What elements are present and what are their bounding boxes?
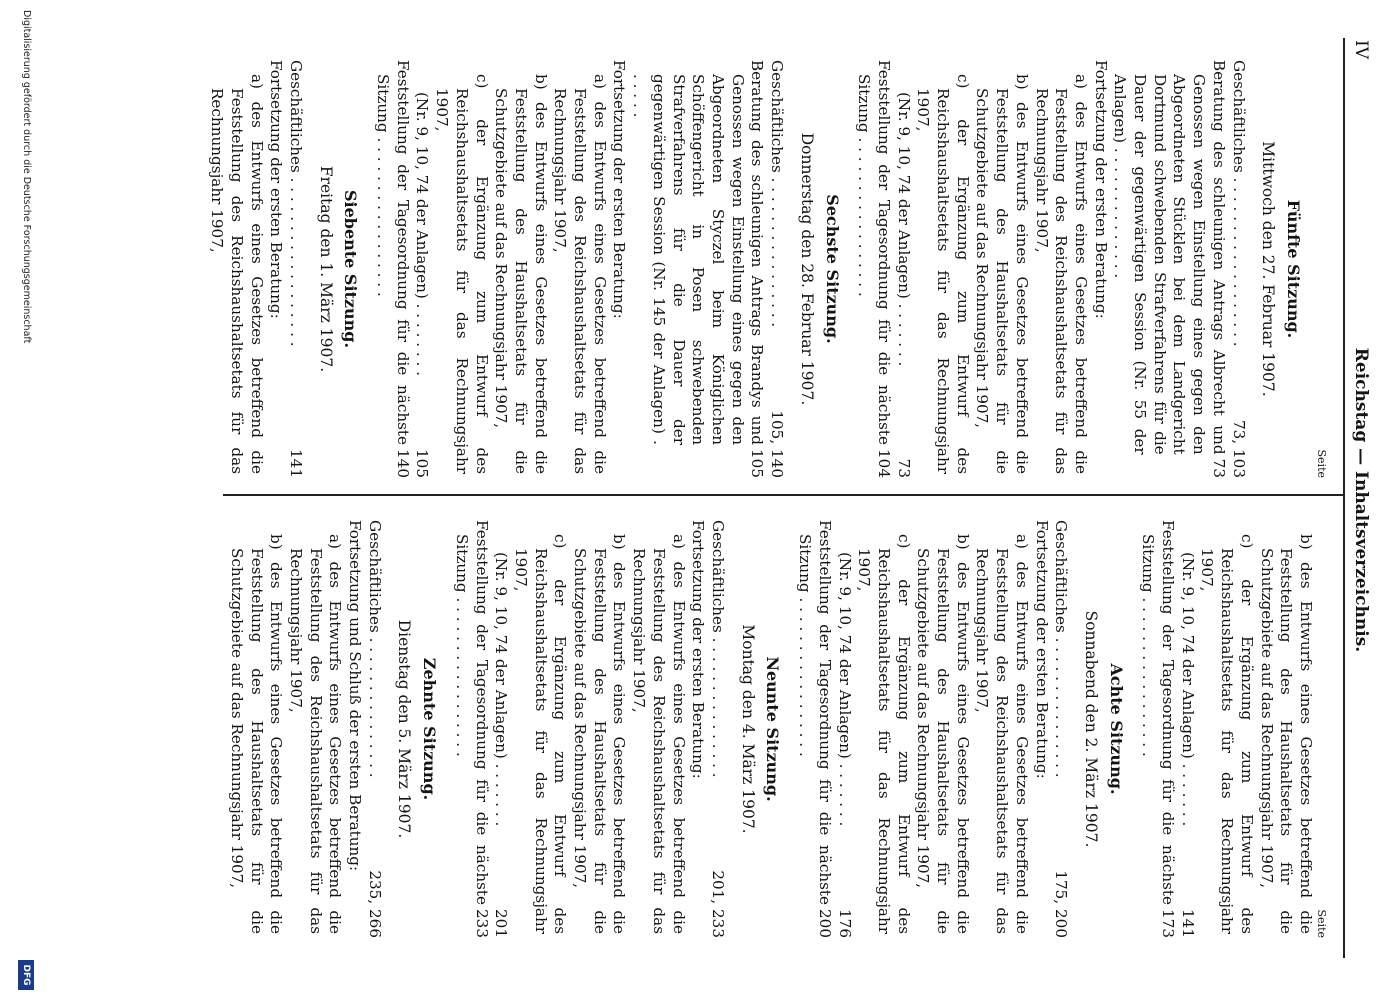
session-title: Achte Sitzung. — [1106, 663, 1126, 795]
toc-entry — [1228, 60, 1248, 478]
toc-page-ref — [510, 934, 569, 938]
session-date: Donnerstag den 28. Februar 1907. — [797, 132, 816, 406]
column-divider — [223, 494, 1343, 496]
toc-page-ref — [431, 474, 490, 478]
toc-entry-text: a) des Entwurfs eines Gesetzes betreffend die Feststellung des Reichshaushaltsetats für das Rechnungsjahr 1907, — [973, 534, 1031, 934]
toc-entry — [510, 520, 569, 938]
toc-page-ref: 141 — [286, 449, 305, 478]
toc-page-ref — [1031, 474, 1090, 478]
seite-label-right: Seite — [1315, 909, 1328, 938]
toc-entry — [913, 520, 972, 938]
toc-entry-text: a) des Entwurfs eines Gesetzes betreffend die Feststellung des Reichshaushaltsetats für das Rechnungsjahr 1907, — [286, 534, 345, 934]
toc-entry-text: Fortsetzung der ersten Beratung: — [267, 60, 286, 319]
session-date: Freitag den 1. März 1907. — [316, 165, 335, 373]
toc-entry — [972, 520, 1031, 938]
toc-entry — [491, 520, 511, 938]
toc-entry-text: a) des Entwurfs eines Gesetzes betreffend die Feststellung des Reichshaushaltsetats für das Rechnungsjahr 1907, — [1032, 74, 1090, 474]
toc-page-ref — [972, 934, 1031, 938]
funding-note: Digitalisierung gefördert durch die Deutsche Forschungsgemeinschaft — [21, 10, 32, 344]
toc-entry — [1051, 520, 1071, 938]
toc-entry — [629, 520, 688, 938]
right-column — [226, 520, 1331, 938]
toc-entry-text: a) des Entwurfs eines Gesetzes betreffend die Feststellung des Reichshaushaltsetats für das Rechnungsjahr 1907, — [630, 534, 688, 934]
toc-entry — [226, 520, 285, 938]
toc-entry — [972, 60, 1031, 478]
toc-entry — [1031, 60, 1090, 478]
session-section — [372, 60, 841, 478]
toc-entry-text: Geschäftliches . . . . . . . . . . . . . . . — [365, 520, 384, 778]
session-date: Sonnabend den 2. März 1907. — [1081, 610, 1100, 848]
session-date: Dienstag den 5. März 1907. — [395, 619, 414, 839]
toc-entry — [285, 520, 344, 938]
toc-entry — [451, 520, 490, 938]
toc-page-ref — [913, 474, 972, 478]
toc-page-ref — [344, 934, 364, 938]
toc-entry-text: a) des Entwurfs eines Gesetzes betreffend die Feststellung des Reichshaushaltsetats für das Rechnungsjahr 1907, — [551, 74, 609, 474]
toc-entry — [206, 60, 265, 478]
toc-entry-text: Feststellung der Tagesordnung für die nächste Sitzung . . . . . . . . . . . . . . . . . — [855, 60, 893, 445]
toc-page-ref: 105 — [413, 449, 432, 478]
toc-entry — [1256, 520, 1315, 938]
toc-page-ref: 175, 200 — [1052, 870, 1071, 938]
right-sessions — [226, 520, 1126, 938]
right-intro-entries — [1138, 520, 1315, 938]
toc-entry — [893, 60, 913, 478]
toc-entry-text: Geschäftliches . . . . . . . . . . . . . . . . . . — [286, 60, 305, 347]
session-date: Mittwoch den 27. Februar 1907. — [1259, 141, 1278, 397]
toc-entry — [491, 60, 550, 478]
toc-page-ref — [972, 474, 1031, 478]
toc-entry-text: b) des Entwurfs eines Gesetzes betreffend die Feststellung des Haushaltsetats für die Schutzgebiete auf das Rechnungsjahr 1907, — [571, 534, 629, 934]
toc-entry — [1138, 520, 1177, 938]
toc-entry-text: c) der Ergänzung zum Entwurf des Reichshaushaltsetats für das Rechnungsjahr 1907, — [914, 74, 972, 474]
toc-entry-text: b) des Entwurfs eines Gesetzes betreffend die Feststellung des Haushaltsetats für die Schutzgebiete auf das Rechnungsjahr 1907, — [1257, 534, 1315, 934]
toc-page-ref — [1197, 934, 1256, 938]
session-title: Sechste Sitzung. — [822, 194, 842, 344]
toc-entry-text: Beratung des schleunigen Antrags Brandys und Genossen wegen Einstellung eines gegen den Abgeordneten Styczel beim Königlichen Schöffengericht in Posen schwebenden Strafverfahrens für die Dauer der gegenwärtigen Session (Nr. 145 der Anlagen) . . . . . . — [630, 60, 767, 445]
toc-entry — [431, 60, 490, 478]
session-section — [206, 60, 360, 478]
toc-entry — [854, 60, 893, 478]
toc-entry-text: Beratung des schleunigen Antrags Albrecht und Genossen wegen Einstellung eines gegen den Abgeordneten Stücklen bei dem Landgericht Dortmund schwebenden Strafverfahrens für die Dauer der gegenwärtigen Session (Nr. 55 der Anlagen) . . . . . . . . . . . . . . — [1111, 60, 1228, 455]
toc-page-ref — [285, 934, 344, 938]
toc-page-ref: 200 — [815, 909, 834, 938]
toc-entry-text: b) des Entwurfs eines Gesetzes betreffend die Feststellung des Haushaltsetats für die Schutzgebiete auf das Rechnungsjahr 1907, — [227, 534, 286, 934]
toc-page-ref: 104 — [874, 449, 893, 478]
toc-entry-text: Feststellung der Tagesordnung für die nächste Sitzung . . . . . . . . . . . . . . . . . — [796, 520, 834, 905]
toc-page-ref: 176 — [835, 909, 854, 938]
toc-page-ref — [569, 934, 628, 938]
seite-label-left: Seite — [1315, 449, 1328, 478]
toc-entry — [629, 60, 767, 478]
toc-entry — [794, 520, 833, 938]
toc-entry-text: Feststellung der Tagesordnung für die nächste Sitzung . . . . . . . . . . . . . . . . . — [374, 60, 412, 445]
toc-page-ref — [550, 474, 609, 478]
toc-entry — [766, 60, 786, 478]
toc-entry — [344, 520, 364, 938]
session-title: Zehnte Sitzung. — [420, 657, 440, 801]
toc-page-ref — [491, 474, 550, 478]
running-title: Reichstag — Inhaltsverzeichnis. — [1351, 347, 1371, 653]
session-section — [451, 520, 782, 938]
toc-page-ref: 141 — [1178, 909, 1197, 938]
toc-page-ref — [688, 934, 708, 938]
session-section — [854, 60, 1303, 478]
toc-entry — [412, 60, 432, 478]
toc-page-ref — [266, 474, 286, 478]
toc-entry-text: (Nr. 9, 10, 74 der Anlagen) . . . . . . . — [1178, 552, 1197, 827]
toc-entry-text: Geschäftliches . . . . . . . . . . . . . . . . . . — [1229, 60, 1248, 347]
toc-entry-text: b) des Entwurfs eines Gesetzes betreffend die Feststellung des Haushaltsetats für die Schutzgebiete auf das Rechnungsjahr 1907, — [973, 74, 1031, 474]
toc-entry-text: c) der Ergänzung zum Entwurf des Reichshaushaltsetats für das Rechnungsjahr 1907, — [855, 534, 913, 934]
toc-entry-text: Geschäftliches . . . . . . . . . . . . . . . — [1052, 520, 1071, 778]
toc-entry — [1197, 520, 1256, 938]
toc-entry — [1031, 520, 1051, 938]
page-number: IV — [1351, 40, 1371, 59]
toc-entry-text: Fortsetzung der ersten Beratung: — [689, 520, 708, 779]
toc-page-ref — [609, 474, 629, 478]
toc-entry — [1110, 60, 1228, 478]
toc-page-ref: 105 — [748, 449, 767, 478]
toc-page-ref: 105, 140 — [768, 410, 787, 478]
toc-page-ref: 73 — [1209, 458, 1228, 478]
toc-entry — [913, 60, 972, 478]
toc-page-ref: 140 — [393, 449, 412, 478]
session-title: Siebente Sitzung. — [341, 189, 361, 349]
toc-entry — [372, 60, 411, 478]
toc-entry-text: (Nr. 9, 10, 74 der Anlagen) . . . . . . . — [492, 552, 511, 827]
toc-page-ref — [1031, 934, 1051, 938]
toc-entry-text: Feststellung der Tagesordnung für die nächste Sitzung . . . . . . . . . . . . . . . . . — [1139, 520, 1178, 905]
toc-entry — [609, 60, 629, 478]
session-section — [794, 520, 1125, 938]
toc-page-ref: 233 — [472, 909, 491, 938]
session-title: Fünfte Sitzung. — [1284, 199, 1303, 339]
toc-entry — [834, 520, 854, 938]
toc-page-ref — [206, 474, 265, 478]
toc-entry-text: b) des Entwurfs eines Gesetzes betreffend die Feststellung des Haushaltsetats für die Schutzgebiete auf das Rechnungsjahr 1907, — [492, 74, 550, 474]
dfg-logo: DFG — [18, 960, 34, 990]
toc-entry — [707, 520, 727, 938]
toc-page-ref: 73, 103 — [1229, 420, 1248, 478]
toc-page-ref: 173 — [1159, 909, 1178, 938]
toc-entry-text: c) der Ergänzung zum Entwurf des Reichshaushaltsetats für das Rechnungsjahr 1907, — [1198, 534, 1256, 934]
toc-entry — [364, 520, 384, 938]
toc-entry — [569, 520, 628, 938]
toc-entry — [1177, 520, 1197, 938]
toc-page-ref — [913, 934, 972, 938]
toc-page-ref: 73 — [894, 458, 913, 478]
toc-entry-text: (Nr. 9, 10, 74 der Anlagen) . . . . . . . — [894, 92, 913, 367]
toc-entry-text: (Nr. 9, 10, 74 der Anlagen) . . . . . . . . — [413, 92, 432, 377]
toc-page-ref — [1256, 934, 1315, 938]
toc-entry — [854, 520, 913, 938]
toc-page-ref — [226, 934, 285, 938]
toc-entry-text: Geschäftliches . . . . . . . . . . . . . . . . — [768, 60, 787, 328]
toc-entry-text: Fortsetzung und Schluß der ersten Beratung: — [346, 520, 365, 872]
toc-entry — [688, 520, 708, 938]
session-date: Montag den 4. März 1907. — [738, 624, 757, 834]
left-column — [206, 60, 1331, 478]
toc-page-ref: 201, 233 — [709, 870, 728, 938]
toc-entry-text: c) der Ergänzung zum Entwurf des Reichshaushaltsetats für das Rechnungsjahr 1907, — [511, 534, 570, 934]
toc-entry — [550, 60, 609, 478]
toc-entry-text: a) des Entwurfs eines Gesetzes betreffend die Feststellung des Reichshaushaltsetats für das Rechnungsjahr 1907, — [208, 74, 266, 474]
toc-entry — [266, 60, 286, 478]
toc-page-ref — [854, 934, 913, 938]
toc-page-ref: 201 — [492, 909, 511, 938]
toc-entry-text: c) der Ergänzung zum Entwurf des Reichshaushaltsetats für das Rechnungsjahr 1907, — [433, 74, 491, 474]
toc-page-ref: 235, 266 — [365, 870, 384, 938]
toc-entry — [1090, 60, 1110, 478]
toc-entry-text: Geschäftliches . . . . . . . . . . . . . . . — [709, 520, 728, 778]
toc-entry — [285, 60, 305, 478]
session-title: Neunte Sitzung. — [763, 656, 783, 802]
toc-entry-text: Feststellung der Tagesordnung für die nächste Sitzung . . . . . . . . . . . . . . . . . — [452, 520, 491, 905]
left-sessions — [206, 60, 1303, 478]
toc-entry-text: Fortsetzung der ersten Beratung: — [1032, 520, 1051, 779]
toc-entry-text: Fortsetzung der ersten Beratung: — [610, 60, 629, 319]
toc-page-ref — [629, 934, 688, 938]
toc-page-ref — [1090, 474, 1110, 478]
header-rule — [1343, 38, 1345, 958]
toc-entry-text: b) des Entwurfs eines Gesetzes betreffend die Feststellung des Haushaltsetats für die Schutzgebiete auf das Rechnungsjahr 1907, — [914, 534, 972, 934]
session-section — [226, 520, 439, 938]
toc-entry-text: (Nr. 9, 10, 74 der Anlagen) . . . . . . . — [835, 552, 854, 827]
toc-entry-text: Fortsetzung der ersten Beratung: — [1091, 60, 1110, 319]
